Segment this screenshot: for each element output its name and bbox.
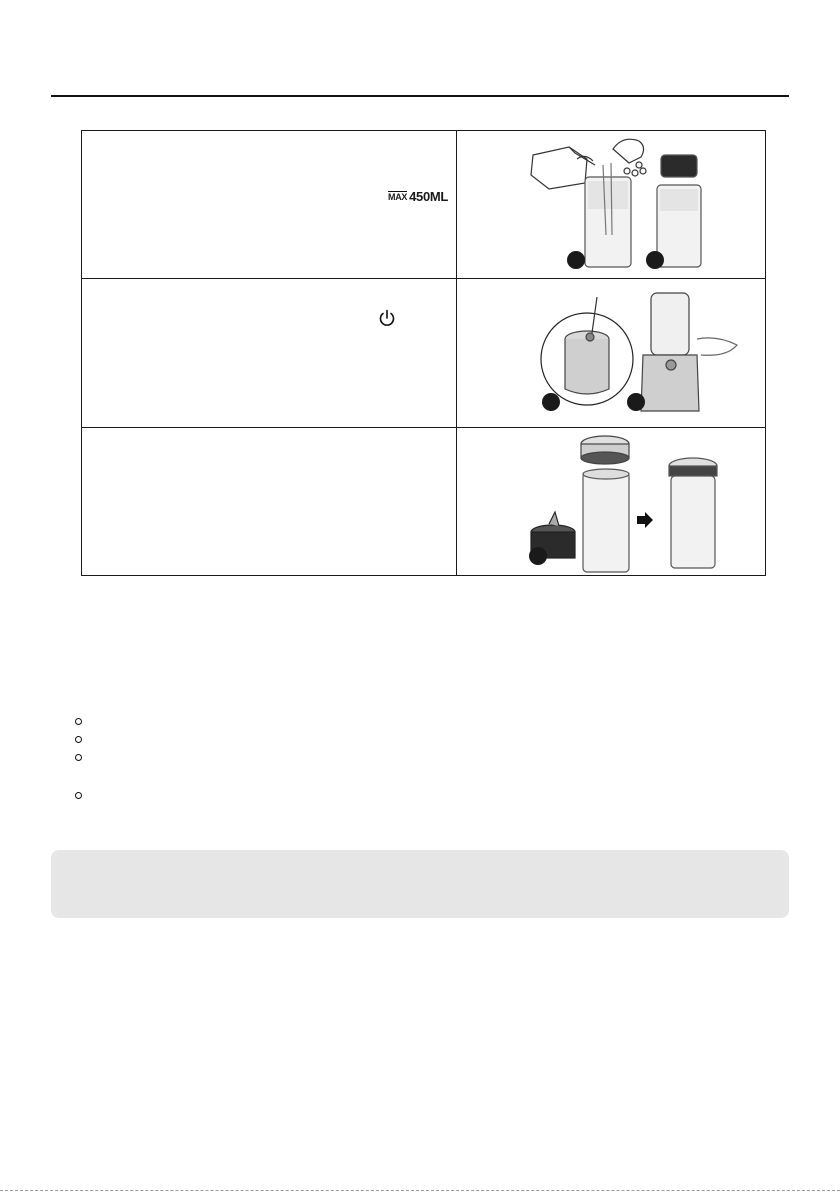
bottle-open-icon: [583, 469, 629, 572]
right-arrow-icon: [637, 512, 653, 528]
header-rule: [51, 95, 789, 97]
page-bottom-edge: [0, 1190, 840, 1191]
step-3-text-cell: [82, 428, 457, 575]
callout-2-marker: [646, 251, 664, 269]
callout-1-marker: [529, 547, 547, 565]
instruction-steps-table: [81, 130, 766, 576]
step-3-illustration-cell: [457, 428, 765, 575]
blender-assembled-icon: [641, 293, 737, 411]
step-2-text-cell: [82, 279, 457, 427]
drinking-lid-icon: [581, 436, 629, 464]
bottle-left-icon: [585, 163, 631, 267]
callout-1-marker: [542, 393, 560, 411]
callout-2-marker: [627, 393, 645, 411]
callout-1-marker: [567, 251, 585, 269]
bottle-closed-icon: [669, 458, 717, 568]
blender-base-illustration: [457, 279, 765, 427]
berries-hand-icon: [613, 139, 646, 176]
lid-swap-illustration: [457, 428, 765, 575]
volume-label: 450ML: [409, 189, 449, 204]
step-2-illustration-cell: [457, 279, 765, 427]
step-row-2: [82, 279, 765, 428]
fill-bottle-illustration: [457, 131, 765, 278]
step-row-1: [82, 131, 765, 279]
step-1-illustration-cell: [457, 131, 765, 278]
max-label: MAX: [388, 192, 408, 202]
max-capacity-mark: [388, 189, 448, 204]
power-icon: [378, 309, 396, 327]
base-unit-detail-icon: [541, 297, 633, 405]
step-row-3: [82, 428, 765, 575]
bottle-right-icon: [657, 155, 701, 267]
notice-box: [51, 850, 789, 918]
step-1-text-cell: [82, 131, 457, 278]
